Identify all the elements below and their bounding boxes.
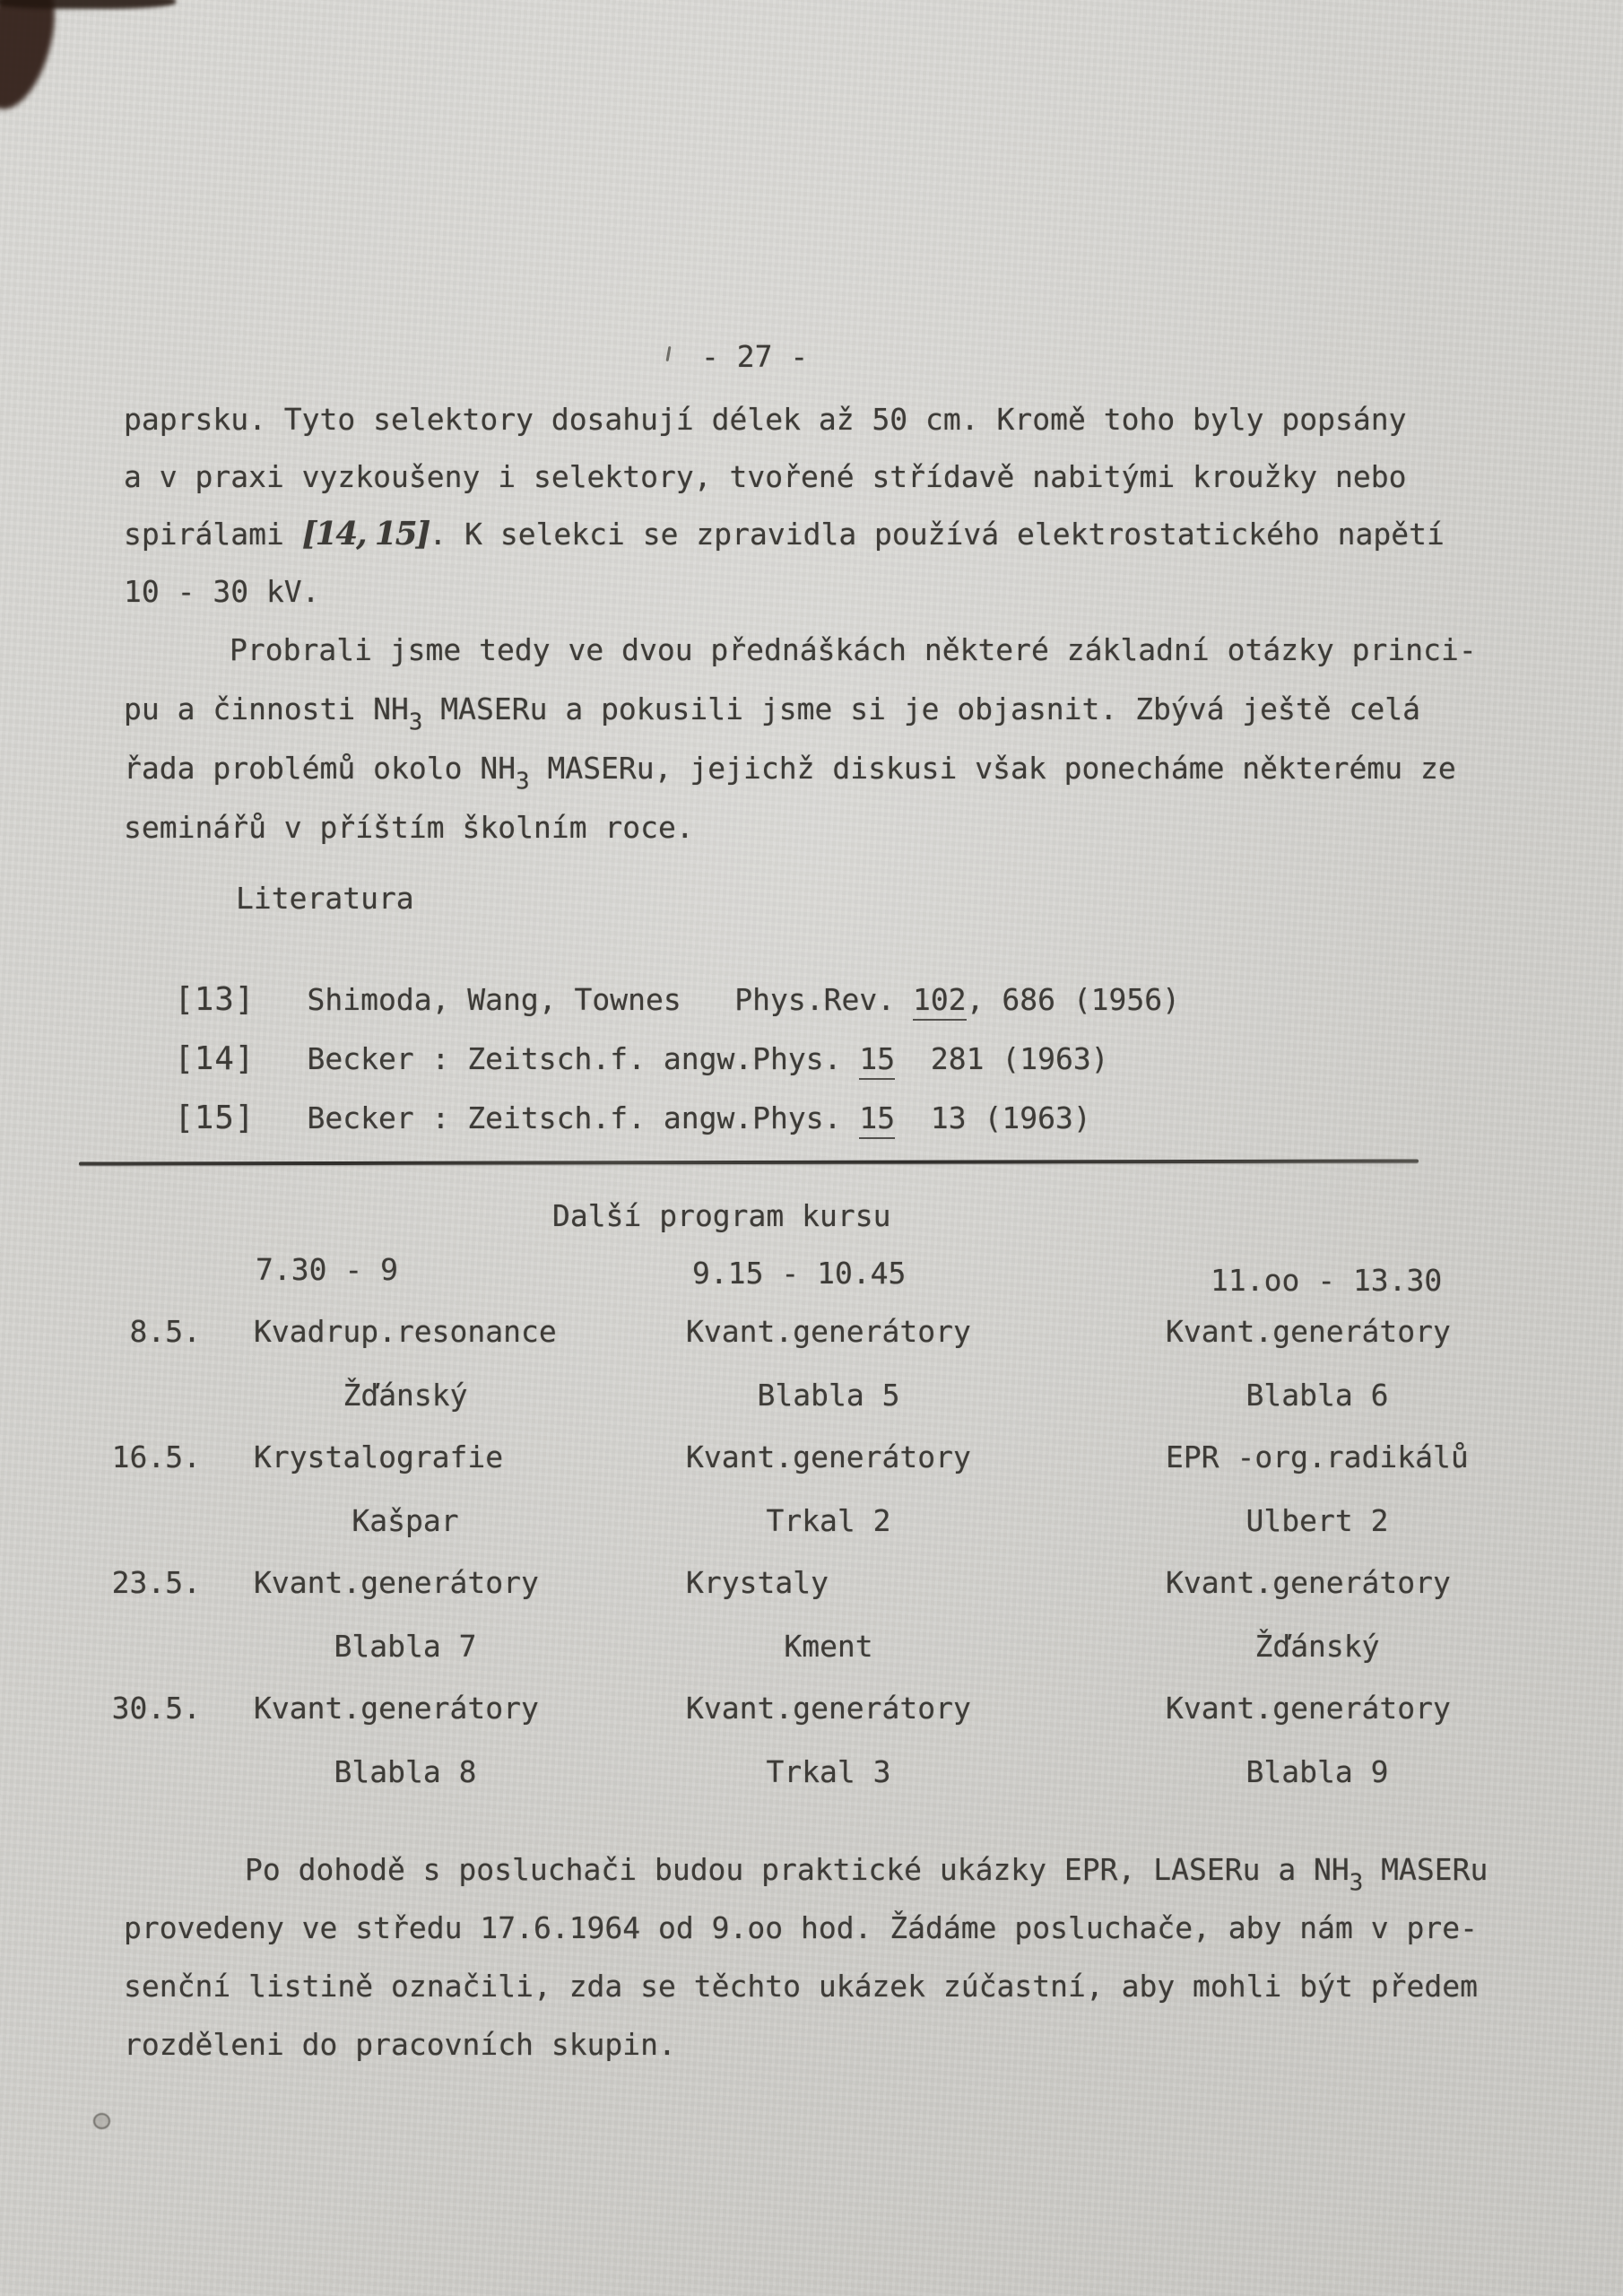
schedule-date: 30.5.: [111, 1691, 201, 1726]
paragraph-line: Probrali jsme tedy ve dvou přednáškách některé základní otázky princi-: [230, 632, 1477, 667]
reference-label: [15]: [174, 1100, 256, 1136]
schedule-topic: Kvant.generátory: [686, 1439, 971, 1474]
reference-tail: 13 (1963): [895, 1100, 1091, 1135]
reference-tail: 281 (1963): [895, 1041, 1109, 1076]
schedule-topic: Kvant.generátory: [1166, 1565, 1451, 1600]
schedule-lecturer: Žďánský: [343, 1378, 468, 1413]
subscript-3: 3: [408, 709, 423, 736]
schedule-topic: Krystalografie: [254, 1439, 504, 1474]
schedule-topic: Kvant.generátory: [254, 1565, 539, 1600]
reference-volume: 15: [859, 1041, 895, 1080]
schedule-lecturer: Blabla 8: [334, 1754, 477, 1789]
schedule-topic: Kvant.generátory: [1166, 1314, 1451, 1349]
scan-artifact-stray-mark: [666, 346, 672, 361]
schedule-lecturer: Blabla 7: [334, 1629, 477, 1664]
schedule-lecturer: Kašpar: [352, 1503, 459, 1538]
reference-label: [13]: [174, 981, 256, 1018]
paragraph-line: rozděleni do pracovních skupin.: [124, 2027, 676, 2062]
schedule-row: [0, 1691, 1623, 1807]
schedule-lecturer: Blabla 5: [757, 1378, 900, 1413]
paragraph-line: seminářů v příštím školním roce.: [124, 810, 694, 845]
paragraph-announcement: [124, 1840, 1488, 2074]
schedule-cell: [1166, 1314, 1469, 1413]
schedule-lecturer: Kment: [784, 1629, 873, 1664]
reference-item: [103, 1065, 1091, 1171]
schedule-topic: Kvant.generátory: [254, 1691, 539, 1726]
literature-heading: Literatura: [236, 881, 414, 916]
scan-artifact-ink-spot: [93, 2113, 110, 2129]
schedule-lecturer: Blabla 9: [1245, 1754, 1389, 1789]
paragraph-line: pu a činnosti $NH_3$ MASERu a pokusili jsme si je objasnit. Zbývá ještě celá: [124, 691, 1420, 736]
schedule-cell: [1166, 1439, 1469, 1538]
paragraph-line: senční listině označili, zda se těchto ukázek zúčastní, aby mohli být předem: [124, 1969, 1478, 2004]
time-header-2: 9.15 - 10.45: [692, 1256, 907, 1291]
schedule-topic: Kvant.generátory: [686, 1691, 971, 1726]
paragraph-line: Po dohodě s posluchači budou praktické ukázky EPR, LASERu a $NH_3$ MASERu: [245, 1852, 1488, 1897]
schedule-lecturer: Trkal 2: [766, 1503, 891, 1538]
schedule-row: [0, 1439, 1623, 1556]
schedule-lecturer: Ulbert 2: [1245, 1503, 1389, 1538]
subscript-3: 3: [516, 768, 530, 796]
reference-body: Shimoda, Wang, Townes Phys.Rev.: [307, 982, 913, 1017]
schedule-cell: [1166, 1691, 1469, 1789]
paragraph-line: paprsku. Tyto selektory dosahují délek až 50 cm. Kromě toho byly popsány: [124, 402, 1407, 437]
reference-label: [14]: [174, 1040, 256, 1077]
schedule-lecturer: Trkal 3: [766, 1754, 891, 1789]
schedule-cell: [1166, 1565, 1469, 1664]
schedule-date: 23.5.: [111, 1565, 201, 1600]
schedule-topic: Krystaly: [686, 1565, 829, 1600]
page-number: - 27 -: [701, 339, 809, 374]
schedule-row: [0, 1565, 1623, 1682]
paragraph-line: a v praxi vyzkoušeny i selektory, tvořené střídavě nabitými kroužky nebo: [124, 459, 1407, 494]
schedule-topic: EPR -org.radikálů: [1166, 1439, 1469, 1474]
reference-body: Becker : Zeitsch.f. angw.Phys.: [307, 1100, 860, 1135]
paragraph-line: 10 - 30 kV.: [124, 574, 320, 609]
schedule-date: 8.5.: [129, 1314, 201, 1349]
reference-body: Becker : Zeitsch.f. angw.Phys.: [307, 1041, 860, 1076]
handwritten-citation: [14, 15]: [301, 516, 430, 552]
scan-artifact-top-edge: [0, 0, 176, 9]
paragraph-line: řada problémů okolo $NH_3$ MASERu, jejichž diskusi však ponecháme některému ze: [124, 751, 1456, 796]
schedule-cell: [686, 1314, 971, 1413]
schedule-cell: [686, 1691, 971, 1789]
schedule-cell: [686, 1565, 971, 1664]
reference-volume: 102: [913, 982, 967, 1021]
reference-tail: , 686 (1956): [966, 982, 1181, 1017]
paragraph-selectors: [124, 391, 1445, 621]
schedule-title: Další program kursu: [552, 1198, 891, 1233]
schedule-topic: Kvadrup.resonance: [254, 1314, 557, 1349]
reference-volume: 15: [859, 1100, 895, 1139]
schedule-cell: [686, 1439, 971, 1538]
schedule-topic: Kvant.generátory: [686, 1314, 971, 1349]
time-header-3: 11.oo - 13.30: [1211, 1263, 1443, 1298]
schedule-cell: [254, 1439, 557, 1538]
schedule-cell: [254, 1691, 557, 1789]
paragraph-line: provedeny ve středu 17.6.1964 od 9.oo hod. Žádáme posluchače, aby nám v pre-: [124, 1910, 1478, 1945]
schedule-cell: [254, 1565, 557, 1664]
schedule-lecturer: Žďánský: [1254, 1629, 1380, 1664]
schedule-cell: [254, 1314, 557, 1413]
schedule-date: 16.5.: [111, 1439, 201, 1474]
schedule-row: [0, 1314, 1623, 1431]
subscript-3: 3: [1349, 1869, 1364, 1897]
paragraph-line: spirálami [14, 15]. K selekci se zpravidla používá elektrostatického napětí: [124, 516, 1445, 552]
schedule-topic: Kvant.generátory: [1166, 1691, 1451, 1726]
paragraph-summary: [124, 621, 1477, 857]
scan-artifact-corner: [0, 0, 65, 117]
schedule-lecturer: Blabla 6: [1245, 1378, 1389, 1413]
time-header-1: 7.30 - 9: [256, 1252, 398, 1287]
